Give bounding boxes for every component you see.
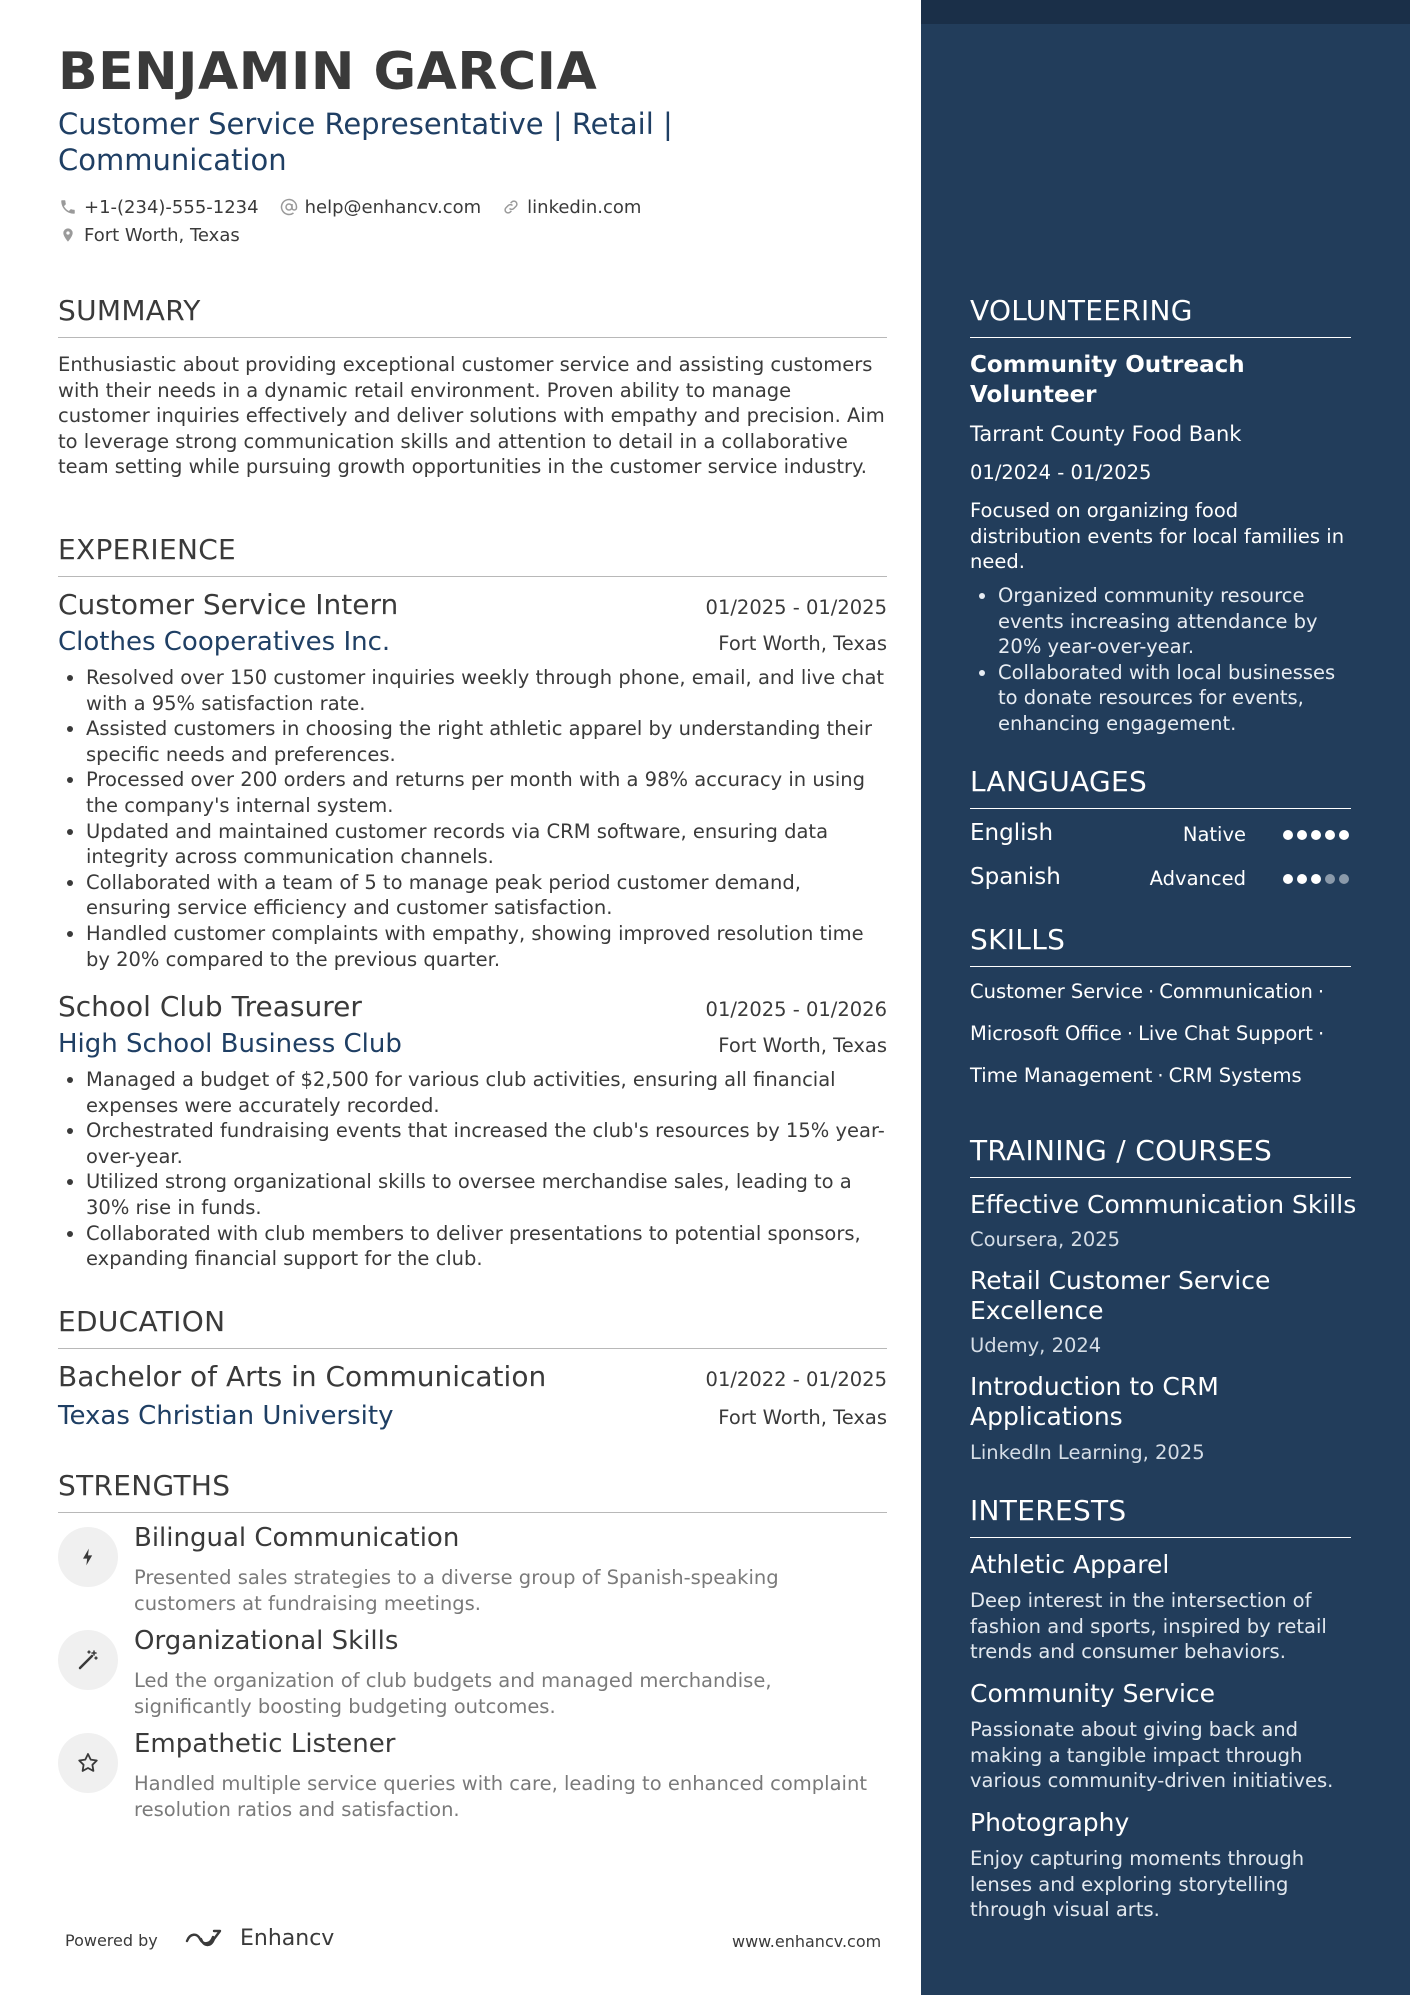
rating-dot-filled: [1297, 830, 1307, 840]
course-provider: Udemy, 2024: [970, 1334, 1102, 1357]
summary-heading: SUMMARY: [58, 294, 887, 338]
rating-dot-empty: [1325, 874, 1335, 884]
volunteer-org: Tarrant County Food Bank: [970, 422, 1242, 446]
job-bullet: Orchestrated fundraising events that increased the club's resources by 15% year-over-year.: [58, 1118, 887, 1169]
skill-tag: Customer Service: [970, 979, 1143, 1003]
volunteering-heading: VOLUNTEERING: [970, 294, 1351, 338]
linkedin-contact[interactable]: [501, 197, 641, 218]
candidate-name: BENJAMIN GARCIA: [58, 42, 598, 102]
strength-desc: Handled multiple service queries with care, leading to enhanced complaint resolution ratios and satisfaction.: [134, 1772, 867, 1821]
interest-desc: Enjoy capturing moments through lenses and exploring storytelling through visual arts.: [970, 1847, 1305, 1922]
volunteer-role: Community Outreach Volunteer: [970, 352, 1245, 408]
course-provider: Coursera, 2025: [970, 1228, 1121, 1251]
lightning-icon: [58, 1527, 118, 1587]
job-bullet: Handled customer complaints with empathy, showing improved resolution time by 20% compared to the previous quarter.: [58, 921, 887, 972]
email-contact[interactable]: [279, 197, 482, 218]
job-bullet: Collaborated with a team of 5 to manage peak period customer demand, ensuring service efficiency and customer satisfaction.: [58, 870, 887, 921]
strengths-heading: STRENGTHS: [58, 1469, 887, 1513]
job-dates: 01/2025 - 01/2026: [705, 998, 887, 1021]
location-pin-icon: [58, 225, 78, 245]
job-bullet: Processed over 200 orders and returns per month with a 98% accuracy in using the company's internal system.: [58, 767, 887, 818]
course-title: Introduction to CRM Applications: [970, 1372, 1219, 1431]
school-name: Texas Christian University: [58, 1401, 394, 1431]
link-icon: [501, 197, 521, 217]
degree-title: Bachelor of Arts in Communication: [58, 1360, 547, 1393]
strength-desc: Presented sales strategies to a diverse group of Spanish-speaking customers at fundraising meetings.: [134, 1566, 779, 1615]
email-address: help@enhancv.com: [304, 196, 482, 218]
phone-icon: [58, 197, 78, 217]
skill-tag: Microsoft Office: [970, 1021, 1122, 1045]
magic-wand-icon: [58, 1630, 118, 1690]
job-title: Customer Service Intern: [58, 588, 399, 621]
rating-dot-filled: [1283, 874, 1293, 884]
summary-text: Enthusiastic about providing exceptional customer service and assisting customers with their needs in a dynamic retail environment. Proven ability to manage customer inquiries effectively and deliver solutions with empathy and precision. Aim to leverage strong communication skills and attention to detail in a collaborative team setting while pursuing growth opportunities in the customer service industry.: [58, 353, 885, 479]
linkedin-url: linkedin.com: [527, 196, 642, 218]
job-company: High School Business Club: [58, 1029, 402, 1059]
skill-tag: Time Management: [970, 1063, 1153, 1087]
experience-heading: EXPERIENCE: [58, 533, 887, 577]
language-rating: [1279, 874, 1349, 884]
job-title: School Club Treasurer: [58, 990, 362, 1023]
job-dates: 01/2025 - 01/2025: [705, 596, 887, 619]
skill-tag: Live Chat Support: [1138, 1021, 1313, 1045]
languages-heading: LANGUAGES: [970, 765, 1351, 809]
at-icon: [279, 197, 299, 217]
enhancv-brand-text: Enhancv: [240, 1926, 335, 1951]
job-entry: [58, 588, 887, 972]
phone-contact[interactable]: [58, 197, 259, 218]
language-name: English: [970, 820, 1054, 846]
job-location: Fort Worth, Texas: [718, 1034, 887, 1057]
volunteer-desc: Focused on organizing food distribution events for local families in need.: [970, 499, 1345, 574]
interest-desc: Deep interest in the intersection of fashion and sports, inspired by retail trends and consumer behaviors.: [970, 1589, 1327, 1664]
job-location: Fort Worth, Texas: [718, 632, 887, 655]
job-bullet: Collaborated with club members to deliver presentations to potential sponsors, expanding financial support for the club.: [58, 1221, 887, 1272]
interest-title: Athletic Apparel: [970, 1550, 1170, 1579]
job-bullets: [58, 1067, 887, 1272]
language-name: Spanish: [970, 864, 1061, 890]
skill-tag: Communication: [1159, 979, 1313, 1003]
skill-separator: ·: [1148, 979, 1155, 1003]
skill-separator: ·: [1126, 1021, 1134, 1045]
rating-dot-filled: [1339, 830, 1349, 840]
job-bullet: Assisted customers in choosing the right athletic apparel by understanding their specific needs and preferences.: [58, 716, 887, 767]
sidebar-top-bar: [921, 0, 1410, 24]
rating-dot-filled: [1325, 830, 1335, 840]
job-bullet: Resolved over 150 customer inquiries weekly through phone, email, and live chat with a 95% satisfaction rate.: [58, 665, 887, 716]
interest-desc: Passionate about giving back and making a tangible impact through various community-driven initiatives.: [970, 1718, 1334, 1793]
education-heading: EDUCATION: [58, 1305, 887, 1349]
phone-number: +1-(234)-555-1234: [84, 196, 259, 218]
language-item: [970, 864, 1351, 894]
strength-title: Empathetic Listener: [134, 1729, 396, 1759]
job-bullet: Managed a budget of $2,500 for various club activities, ensuring all financial expenses were accurately recorded.: [58, 1067, 887, 1118]
job-entry: [58, 990, 887, 1272]
strength-desc: Led the organization of club budgets and managed merchandise, significantly boosting budgeting outcomes.: [134, 1669, 772, 1718]
skills-list: [970, 970, 1370, 1096]
interest-title: Photography: [970, 1808, 1130, 1837]
headline-line-1: Customer Service Representative | Retail |: [58, 107, 673, 141]
rating-dot-filled: [1311, 830, 1321, 840]
course-provider: LinkedIn Learning, 2025: [970, 1441, 1205, 1464]
contact-info: [58, 193, 661, 249]
rating-dot-filled: [1311, 874, 1321, 884]
interest-title: Community Service: [970, 1679, 1216, 1708]
footer-url[interactable]: www.enhancv.com: [732, 1932, 882, 1951]
enhancv-logo-icon: [184, 1927, 230, 1951]
rating-dot-filled: [1283, 830, 1293, 840]
rating-dot-filled: [1297, 874, 1307, 884]
powered-by-label: Powered by: [65, 1931, 158, 1950]
star-icon: [58, 1733, 118, 1793]
course-title: Retail Customer Service Excellence: [970, 1266, 1271, 1325]
location-text: Fort Worth, Texas: [84, 224, 240, 246]
interests-heading: INTERESTS: [970, 1494, 1351, 1538]
strength-title: Bilingual Communication: [134, 1523, 460, 1553]
language-level: Advanced: [1149, 867, 1246, 890]
skills-heading: SKILLS: [970, 923, 1351, 967]
language-rating: [1279, 830, 1349, 840]
volunteer-dates: 01/2024 - 01/2025: [970, 461, 1152, 484]
volunteer-bullet: Collaborated with local businesses to donate resources for events, enhancing engagement.: [970, 660, 1351, 737]
rating-dot-empty: [1339, 874, 1349, 884]
skill-separator: ·: [1157, 1063, 1164, 1087]
headline-line-2: Communication: [58, 143, 287, 177]
education-entry: [58, 1360, 887, 1431]
language-item: [970, 820, 1351, 850]
enhancv-logo[interactable]: [184, 1926, 334, 1951]
headline: [58, 106, 698, 178]
education-dates: 01/2022 - 01/2025: [705, 1368, 887, 1391]
course-title: Effective Communication Skills: [970, 1190, 1357, 1219]
language-level: Native: [1182, 823, 1246, 846]
skill-separator: ·: [1317, 979, 1325, 1003]
skill-tag: CRM Systems: [1168, 1063, 1302, 1087]
job-company: Clothes Cooperatives Inc.: [58, 627, 391, 657]
skill-separator: ·: [1317, 1021, 1325, 1045]
location-contact: [58, 225, 240, 246]
strength-title: Organizational Skills: [134, 1626, 399, 1656]
training-heading: TRAINING / COURSES: [970, 1134, 1351, 1178]
job-bullet: Updated and maintained customer records via CRM software, ensuring data integrity across communication channels.: [58, 819, 887, 870]
volunteer-bullets: [970, 583, 1351, 737]
education-location: Fort Worth, Texas: [718, 1406, 887, 1429]
job-bullet: Utilized strong organizational skills to oversee merchandise sales, leading to a 30% rise in funds.: [58, 1169, 887, 1220]
volunteer-bullet: Organized community resource events increasing attendance by 20% year-over-year.: [970, 583, 1351, 660]
job-bullets: [58, 665, 887, 972]
